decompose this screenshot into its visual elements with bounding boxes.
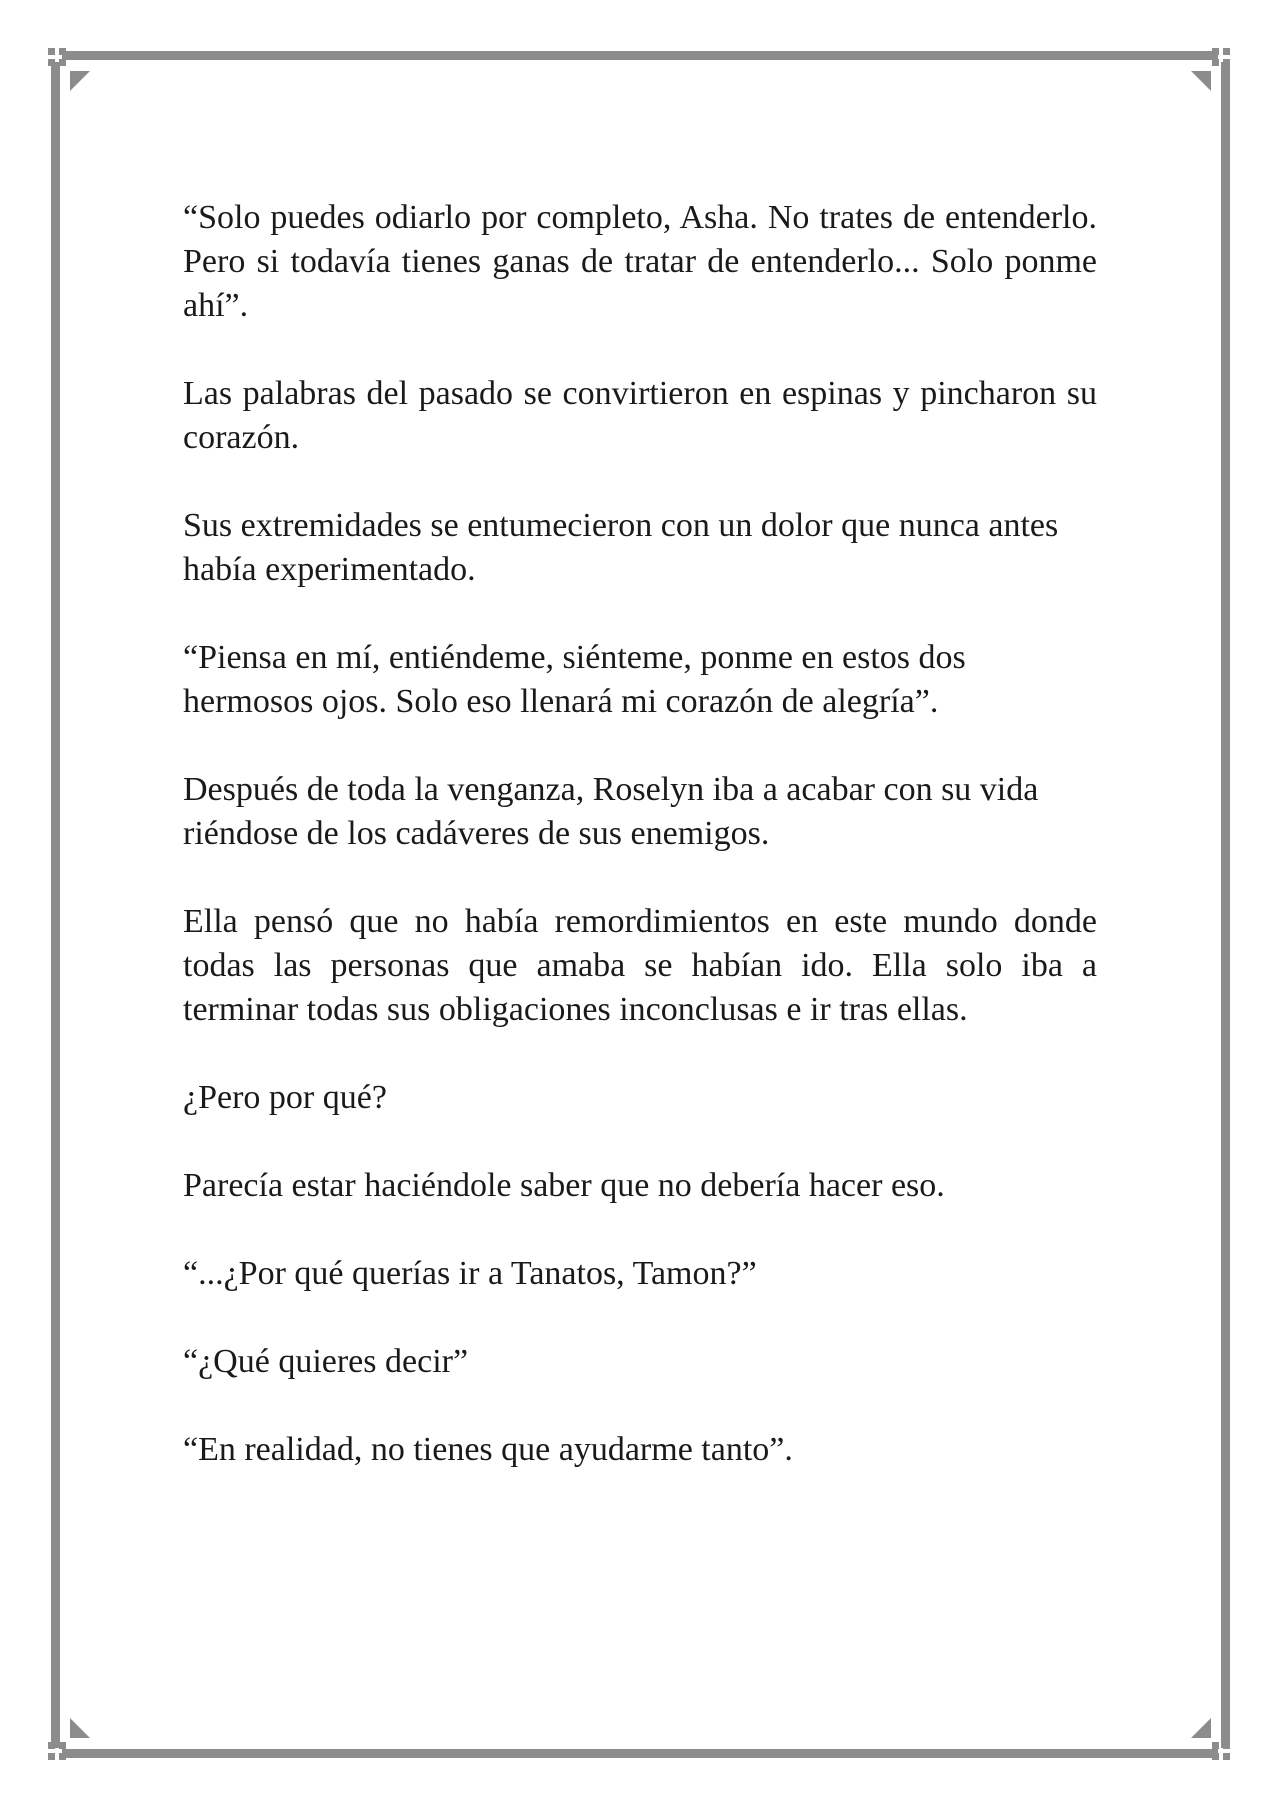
corner-ornament-top-left xyxy=(48,48,68,68)
paragraph: Parecía estar haciéndole saber que no debería hacer eso. xyxy=(183,1167,945,1204)
corner-triangle-top-right xyxy=(1191,71,1211,91)
paragraph: “...¿Por qué querías ir a Tanatos, Tamon?” xyxy=(183,1255,757,1292)
corner-triangle-bottom-right xyxy=(1191,1718,1211,1738)
corner-triangle-top-left xyxy=(70,71,90,91)
corner-ornament-top-right xyxy=(1212,48,1232,68)
paragraph: Las palabras del pasado se convirtieron en espinas y pincharon su corazón. xyxy=(183,375,1097,456)
corner-ornament-bottom-right xyxy=(1212,1742,1232,1762)
paragraph: “Solo puedes odiarlo por completo, Asha. No trates de entenderlo. Pero si todavía tienes ganas de tratar de entenderlo... Solo ponme ahí”. xyxy=(183,199,1097,324)
frame-left-border xyxy=(51,62,60,1748)
paragraph: Ella pensó que no había remordimientos en este mundo donde todas las personas que amaba se habían ido. Ella solo iba a terminar todas sus obligaciones inconclusas e ir tras ellas. xyxy=(183,903,1097,1028)
paragraph: “¿Qué quieres decir” xyxy=(183,1343,469,1380)
page-text xyxy=(183,196,1097,1516)
frame-top-border xyxy=(62,51,1218,60)
paragraph: Sus extremidades se entumecieron con un dolor que nunca antes había experimentado. xyxy=(183,507,1059,588)
paragraph: “Piensa en mí, entiéndeme, siénteme, ponme en estos dos hermosos ojos. Solo eso llenará mi corazón de alegría”. xyxy=(183,639,966,720)
corner-triangle-bottom-left xyxy=(70,1718,90,1738)
corner-ornament-bottom-left xyxy=(48,1742,68,1762)
paragraph: ¿Pero por qué? xyxy=(183,1079,387,1116)
paragraph: Después de toda la venganza, Roselyn iba a acabar con su vida riéndose de los cadáveres de sus enemigos. xyxy=(183,771,1039,852)
paragraph: “En realidad, no tienes que ayudarme tanto”. xyxy=(183,1431,793,1468)
frame-bottom-border xyxy=(62,1749,1218,1758)
frame-right-border xyxy=(1221,62,1230,1748)
